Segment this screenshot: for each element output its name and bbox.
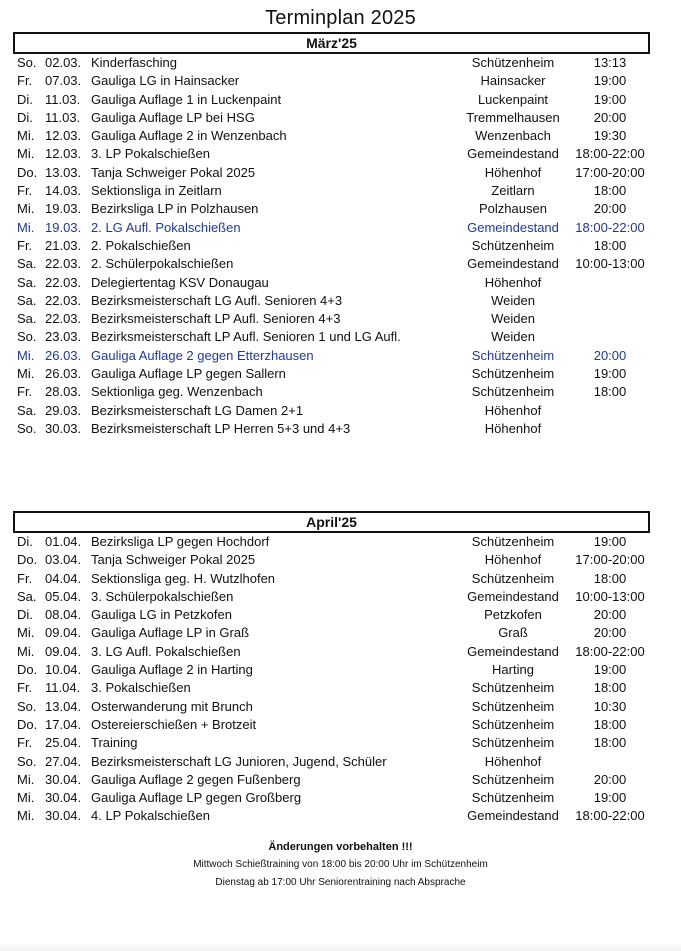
event-location: Tremmelhausen <box>466 109 560 125</box>
event-date: 12.03. <box>45 128 82 144</box>
event-title: Tanja Schweiger Pokal 2025 <box>91 164 256 180</box>
event-time: 18:00 <box>593 237 627 253</box>
event-row <box>13 716 651 734</box>
event-row <box>13 292 651 310</box>
event-day: Mi. <box>17 347 35 363</box>
event-date: 23.03. <box>45 329 82 345</box>
event-row <box>13 624 651 642</box>
event-date: 17.04. <box>45 716 82 732</box>
event-title: Sektionliga geg. Wenzenbach <box>91 384 263 400</box>
event-day: So. <box>17 55 37 70</box>
event-date: 22.03. <box>45 292 82 308</box>
event-date: 09.04. <box>45 625 82 641</box>
event-location: Höhenhof <box>484 402 542 418</box>
event-location: Schützenheim <box>471 55 555 70</box>
changes-notice: Änderungen vorbehalten !!! <box>268 841 413 853</box>
event-date: 04.04. <box>45 570 82 586</box>
event-day: Mi. <box>17 366 35 382</box>
event-location: Schützenheim <box>471 384 555 400</box>
event-day: Do. <box>17 716 38 732</box>
event-title: Gauliga Auflage LP gegen Großberg <box>91 790 302 806</box>
event-time: 20:00 <box>593 201 627 217</box>
event-title: Sektionsliga in Zeitlarn <box>91 183 222 199</box>
event-location: Schützenheim <box>471 534 555 549</box>
event-row <box>13 789 651 807</box>
event-day: Mi. <box>17 201 35 217</box>
event-row <box>13 402 651 420</box>
event-row <box>13 255 651 273</box>
month-section-april <box>13 511 651 826</box>
month-section-march <box>13 32 651 438</box>
event-date: 27.04. <box>45 753 82 769</box>
event-location: Schützenheim <box>471 366 555 382</box>
event-title: Training <box>91 735 138 751</box>
event-time: 18:00-22:00 <box>575 219 645 235</box>
event-time: 10:00-13:00 <box>575 588 645 604</box>
event-day: So. <box>17 420 37 436</box>
event-title: 4. LP Pokalschießen <box>91 808 210 824</box>
event-row <box>13 164 651 182</box>
event-row <box>13 679 651 697</box>
event-date: 03.04. <box>45 552 82 568</box>
event-day: Fr. <box>17 680 33 696</box>
event-date: 29.03. <box>45 402 82 418</box>
event-title: Ostereierschießen + Brotzeit <box>91 716 257 732</box>
training-note-tuesday: Dienstag ab 17:00 Uhr Seniorentraining nach Absprache <box>215 877 466 888</box>
event-day: Mi. <box>17 643 35 659</box>
event-date: 11.04. <box>45 680 81 696</box>
event-day: Di. <box>17 109 33 125</box>
event-date: 21.03. <box>45 237 82 253</box>
event-list <box>13 533 651 826</box>
event-time: 13:13 <box>593 55 627 70</box>
event-date: 08.04. <box>45 607 82 623</box>
event-day: Fr. <box>17 73 33 89</box>
event-row <box>13 570 651 588</box>
event-row <box>13 145 651 163</box>
event-row <box>13 807 651 825</box>
footer-notes <box>0 838 681 892</box>
event-title: Gauliga Auflage 2 in Wenzenbach <box>91 128 287 144</box>
event-day: Mi. <box>17 625 35 641</box>
event-time: 17:00-20:00 <box>575 164 645 180</box>
event-title: Delegiertentag KSV Donaugau <box>91 274 269 290</box>
event-time: 18:00-22:00 <box>575 808 645 824</box>
event-title: Tanja Schweiger Pokal 2025 <box>91 552 256 568</box>
page-title: Terminplan 2025 <box>265 7 416 29</box>
event-day: Di. <box>17 91 33 107</box>
event-location: Graß <box>498 625 528 641</box>
event-time: 20:00 <box>593 625 627 641</box>
event-day: So. <box>17 698 37 714</box>
event-title: Gauliga Auflage 1 in Luckenpaint <box>91 91 282 107</box>
event-day: Fr. <box>17 735 33 751</box>
event-time: 17:00-20:00 <box>575 552 645 568</box>
event-day: Sa. <box>17 588 37 604</box>
event-row <box>13 771 651 789</box>
event-location: Weiden <box>491 311 535 327</box>
event-date: 28.03. <box>45 384 82 400</box>
event-date: 30.04. <box>45 808 82 824</box>
event-location: Höhenhof <box>484 753 542 769</box>
event-time: 18:00 <box>593 735 627 751</box>
event-date: 26.03. <box>45 347 82 363</box>
event-time: 19:00 <box>593 366 627 382</box>
event-row <box>13 274 651 292</box>
event-row <box>13 365 651 383</box>
event-title: Bezirksliga LP gegen Hochdorf <box>91 534 270 549</box>
event-title: 3. Schülerpokalschießen <box>91 588 234 604</box>
event-row <box>13 54 651 72</box>
event-location: Gemeindestand <box>467 588 559 604</box>
event-time: 18:00 <box>593 384 627 400</box>
event-day: Do. <box>17 164 38 180</box>
month-header: März'25 <box>13 32 650 54</box>
event-day: Sa. <box>17 256 37 272</box>
event-day: Mi. <box>17 771 35 787</box>
event-day: Sa. <box>17 292 37 308</box>
event-row <box>13 606 651 624</box>
event-day: Sa. <box>17 311 37 327</box>
event-day: Fr. <box>17 237 33 253</box>
event-location: Weiden <box>491 292 535 308</box>
event-location: Schützenheim <box>471 716 555 732</box>
event-time: 19:00 <box>593 73 627 89</box>
event-row <box>13 182 651 200</box>
event-date: 02.03. <box>45 55 82 70</box>
event-row <box>13 383 651 401</box>
event-title: 3. LP Pokalschießen <box>91 146 210 162</box>
event-location: Höhenhof <box>484 164 542 180</box>
event-date: 25.04. <box>45 735 82 751</box>
event-title: Gauliga Auflage LP bei HSG <box>91 109 255 125</box>
event-day: Mi. <box>17 808 35 824</box>
event-location: Schützenheim <box>471 237 555 253</box>
event-location: Gemeindestand <box>467 808 559 824</box>
event-date: 19.03. <box>45 219 82 235</box>
event-location: Petzkofen <box>484 607 542 623</box>
event-day: Di. <box>17 607 33 623</box>
event-date: 12.03. <box>45 146 82 162</box>
event-title: Bezirksmeisterschaft LG Aufl. Senioren 4+3 <box>91 292 343 308</box>
event-title: Bezirksmeisterschaft LP Aufl. Senioren 1 und LG Aufl. <box>91 329 401 345</box>
event-title: Gauliga Auflage 2 gegen Fußenberg <box>91 771 301 787</box>
event-title: 3. Pokalschießen <box>91 680 191 696</box>
event-title: Sektionsliga geg. H. Wutzlhofen <box>91 570 276 586</box>
event-day: Di. <box>17 534 33 549</box>
event-date: 11.03. <box>45 91 81 107</box>
event-date: 10.04. <box>45 662 82 678</box>
event-location: Gemeindestand <box>467 256 559 272</box>
event-row <box>13 91 651 109</box>
event-time: 18:00 <box>593 716 627 732</box>
event-time: 10:30 <box>593 698 627 714</box>
event-time: 18:00-22:00 <box>575 643 645 659</box>
event-title: Bezirksmeisterschaft LP Aufl. Senioren 4+3 <box>91 311 341 327</box>
event-title: Gauliga Auflage LP in Graß <box>91 625 250 641</box>
event-location: Schützenheim <box>471 680 555 696</box>
event-time: 18:00-22:00 <box>575 146 645 162</box>
event-location: Wenzenbach <box>475 128 551 144</box>
event-day: Mi. <box>17 219 35 235</box>
event-location: Höhenhof <box>484 274 542 290</box>
event-day: Sa. <box>17 402 37 418</box>
event-date: 13.04. <box>45 698 82 714</box>
event-title: 2. Pokalschießen <box>91 237 191 253</box>
event-location: Polzhausen <box>479 201 547 217</box>
event-time: 20:00 <box>593 347 627 363</box>
event-location: Gemeindestand <box>467 146 559 162</box>
event-time: 19:00 <box>593 790 627 806</box>
event-date: 07.03. <box>45 73 82 89</box>
event-location: Höhenhof <box>484 420 542 436</box>
event-title: Gauliga Auflage LP gegen Sallern <box>91 366 286 382</box>
event-time: 18:00 <box>593 680 627 696</box>
event-title: Bezirksmeisterschaft LG Damen 2+1 <box>91 402 304 418</box>
scan-edge <box>0 943 681 951</box>
event-date: 30.03. <box>45 420 82 436</box>
event-location: Gemeindestand <box>467 219 559 235</box>
event-day: Mi. <box>17 790 35 806</box>
event-row <box>13 200 651 218</box>
event-date: 05.04. <box>45 588 82 604</box>
event-row <box>13 109 651 127</box>
event-date: 14.03. <box>45 183 82 199</box>
event-row <box>13 734 651 752</box>
event-day: Do. <box>17 662 38 678</box>
month-header: April'25 <box>13 511 650 533</box>
event-row <box>13 420 651 438</box>
event-title: Gauliga Auflage 2 gegen Etterzhausen <box>91 347 314 363</box>
event-row <box>13 237 651 255</box>
event-row <box>13 219 651 237</box>
event-time: 10:00-13:00 <box>575 256 645 272</box>
event-location: Schützenheim <box>471 771 555 787</box>
event-list <box>13 54 651 438</box>
event-location: Höhenhof <box>484 552 542 568</box>
event-date: 01.04. <box>45 534 82 549</box>
event-row <box>13 310 651 328</box>
event-day: Mi. <box>17 128 35 144</box>
event-title: 3. LG Aufl. Pokalschießen <box>91 643 241 659</box>
event-day: Do. <box>17 552 38 568</box>
event-title: Bezirksmeisterschaft LP Herren 5+3 und 4+3 <box>91 420 351 436</box>
event-title: Osterwanderung mit Brunch <box>91 698 253 714</box>
event-day: So. <box>17 753 37 769</box>
event-row <box>13 643 651 661</box>
event-time: 19:30 <box>593 128 627 144</box>
event-row <box>13 588 651 606</box>
event-title: Gauliga LG in Hainsacker <box>91 73 240 89</box>
event-location: Schützenheim <box>471 735 555 751</box>
event-date: 13.03. <box>45 164 82 180</box>
event-time: 19:00 <box>593 662 627 678</box>
event-date: 30.04. <box>45 790 82 806</box>
event-date: 22.03. <box>45 311 82 327</box>
event-location: Zeitlarn <box>491 183 535 199</box>
event-time: 20:00 <box>593 771 627 787</box>
event-location: Gemeindestand <box>467 643 559 659</box>
event-location: Schützenheim <box>471 570 555 586</box>
event-row <box>13 753 651 771</box>
event-date: 26.03. <box>45 366 82 382</box>
training-note-wednesday: Mittwoch Schießtraining von 18:00 bis 20:00 Uhr im Schützenheim <box>193 859 488 870</box>
event-date: 11.03. <box>45 109 81 125</box>
event-location: Schützenheim <box>471 347 555 363</box>
event-day: Mi. <box>17 146 35 162</box>
event-row <box>13 72 651 90</box>
event-date: 09.04. <box>45 643 82 659</box>
event-title: Bezirksliga LP in Polzhausen <box>91 201 259 217</box>
event-time: 18:00 <box>593 570 627 586</box>
event-row <box>13 661 651 679</box>
event-day: Fr. <box>17 384 33 400</box>
event-title: Gauliga Auflage 2 in Harting <box>91 662 253 678</box>
event-date: 22.03. <box>45 274 82 290</box>
event-time: 19:00 <box>593 534 627 549</box>
event-title: 2. LG Aufl. Pokalschießen <box>91 219 241 235</box>
event-date: 30.04. <box>45 771 82 787</box>
event-day: Fr. <box>17 570 33 586</box>
event-date: 19.03. <box>45 201 82 217</box>
event-row <box>13 698 651 716</box>
event-row <box>13 347 651 365</box>
event-time: 20:00 <box>593 109 627 125</box>
event-row <box>13 533 651 551</box>
event-location: Schützenheim <box>471 790 555 806</box>
event-row <box>13 551 651 569</box>
event-title: Gauliga LG in Petzkofen <box>91 607 232 623</box>
event-date: 22.03. <box>45 256 82 272</box>
event-day: So. <box>17 329 37 345</box>
event-title: 2. Schülerpokalschießen <box>91 256 234 272</box>
event-location: Luckenpaint <box>477 91 549 107</box>
event-title: Kinderfasching <box>91 55 177 70</box>
event-day: Fr. <box>17 183 33 199</box>
event-row <box>13 328 651 346</box>
event-time: 18:00 <box>593 183 627 199</box>
event-location: Hainsacker <box>480 73 546 89</box>
event-location: Weiden <box>491 329 535 345</box>
event-row <box>13 127 651 145</box>
event-day: Sa. <box>17 274 37 290</box>
event-location: Harting <box>492 662 534 678</box>
event-title: Bezirksmeisterschaft LG Junioren, Jugend, Schüler <box>91 753 387 769</box>
event-time: 19:00 <box>593 91 627 107</box>
event-time: 20:00 <box>593 607 627 623</box>
event-location: Schützenheim <box>471 698 555 714</box>
